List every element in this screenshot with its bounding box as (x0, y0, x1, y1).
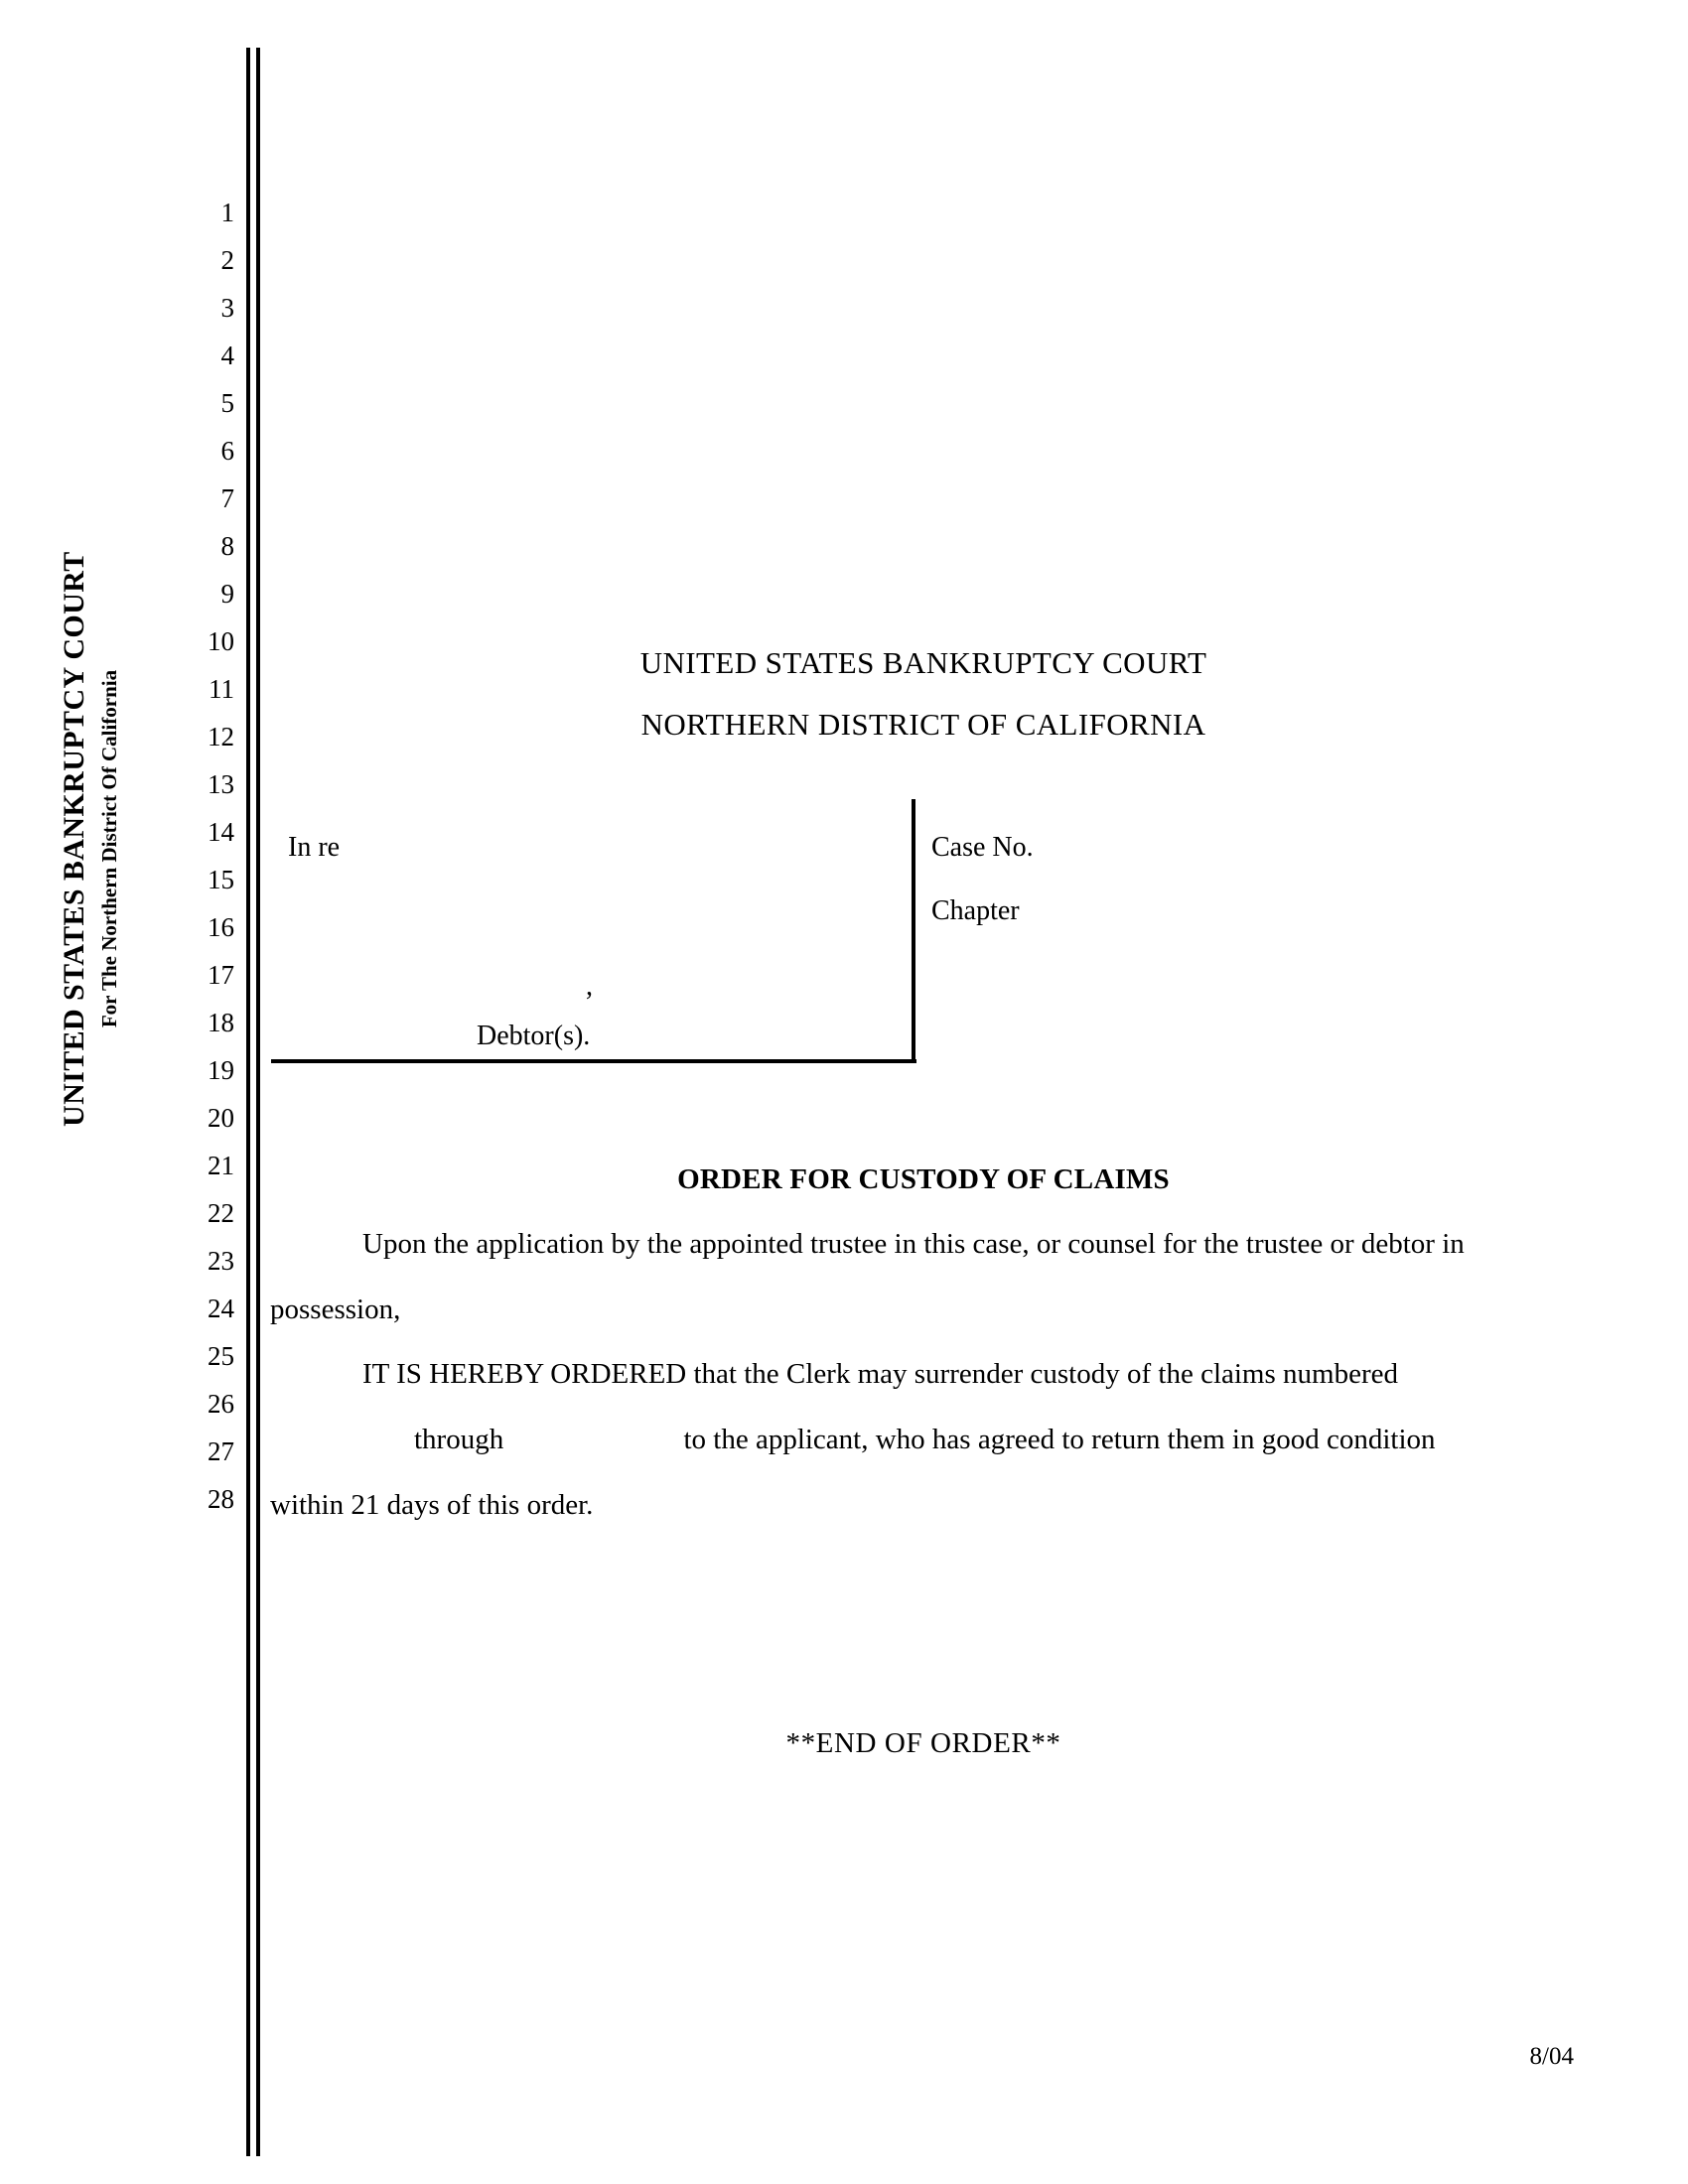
caption-vertical-divider (912, 799, 915, 1062)
order-title: ORDER FOR CUSTODY OF CLAIMS (677, 1163, 1170, 1195)
pleading-rule-outer (246, 48, 250, 2156)
caption-horizontal-divider (271, 1059, 916, 1063)
line-number: 15 (208, 865, 234, 894)
order-paragraph-2-line-3: within 21 days of this order. (270, 1489, 594, 1521)
end-of-order-marker: **END OF ORDER** (785, 1727, 1061, 1759)
line-number: 14 (208, 817, 234, 847)
line-number: 9 (220, 579, 234, 609)
court-name-heading: UNITED STATES BANKRUPTCY COURT (639, 645, 1207, 680)
line-number: 27 (208, 1436, 234, 1466)
line-number: 20 (208, 1103, 234, 1133)
line-number: 5 (220, 388, 234, 418)
caption-chapter-label: Chapter (931, 895, 1020, 926)
footer-revision-date: 8/04 (1529, 2043, 1574, 2070)
order-paragraph-1-line-2: possession, (270, 1294, 401, 1325)
pleading-rule-inner (256, 48, 260, 2156)
line-number: 17 (208, 960, 234, 990)
caption-case-number-label: Case No. (931, 832, 1034, 863)
line-number: 16 (208, 912, 234, 942)
order-paragraph-2-line-1: IT IS HEREBY ORDERED that the Clerk may surrender custody of the claims numbered (362, 1358, 1398, 1390)
line-number: 2 (220, 245, 234, 275)
line-number: 23 (208, 1246, 234, 1276)
line-number: 19 (208, 1055, 234, 1085)
order-paragraph-2-line-2: through to the applicant, who has agreed to return them in good condition (414, 1424, 1436, 1455)
order-paragraph-1-line-1: Upon the application by the appointed trustee in this case, or counsel for the trustee or debtor in (362, 1228, 1465, 1260)
line-number: 13 (208, 769, 234, 799)
line-number: 25 (208, 1341, 234, 1371)
line-number: 12 (208, 722, 234, 751)
caption-debtor-comma: , (586, 971, 593, 1002)
sidebar-court-subtitle: For The Northern District Of California (97, 669, 121, 1028)
line-number: 28 (208, 1484, 234, 1514)
line-number: 4 (220, 341, 234, 370)
line-number: 8 (220, 531, 234, 561)
court-district-heading: NORTHERN DISTRICT OF CALIFORNIA (640, 707, 1206, 742)
line-number: 11 (209, 674, 234, 704)
line-number: 10 (208, 626, 234, 656)
line-number: 7 (220, 483, 234, 513)
line-number: 18 (208, 1008, 234, 1037)
line-number: 21 (208, 1151, 234, 1180)
line-number: 1 (220, 198, 234, 227)
line-number: 3 (220, 293, 234, 323)
line-number: 6 (220, 436, 234, 466)
sidebar-court-caption (55, 551, 144, 1127)
line-number-column (169, 189, 234, 1523)
caption-in-re-label: In re (288, 832, 341, 863)
line-number: 26 (208, 1389, 234, 1419)
line-number: 24 (208, 1294, 234, 1323)
caption-debtor-label: Debtor(s). (477, 1021, 591, 1051)
sidebar-court-title: UNITED STATES BANKRUPTCY COURT (58, 551, 90, 1127)
line-number: 22 (208, 1198, 234, 1228)
